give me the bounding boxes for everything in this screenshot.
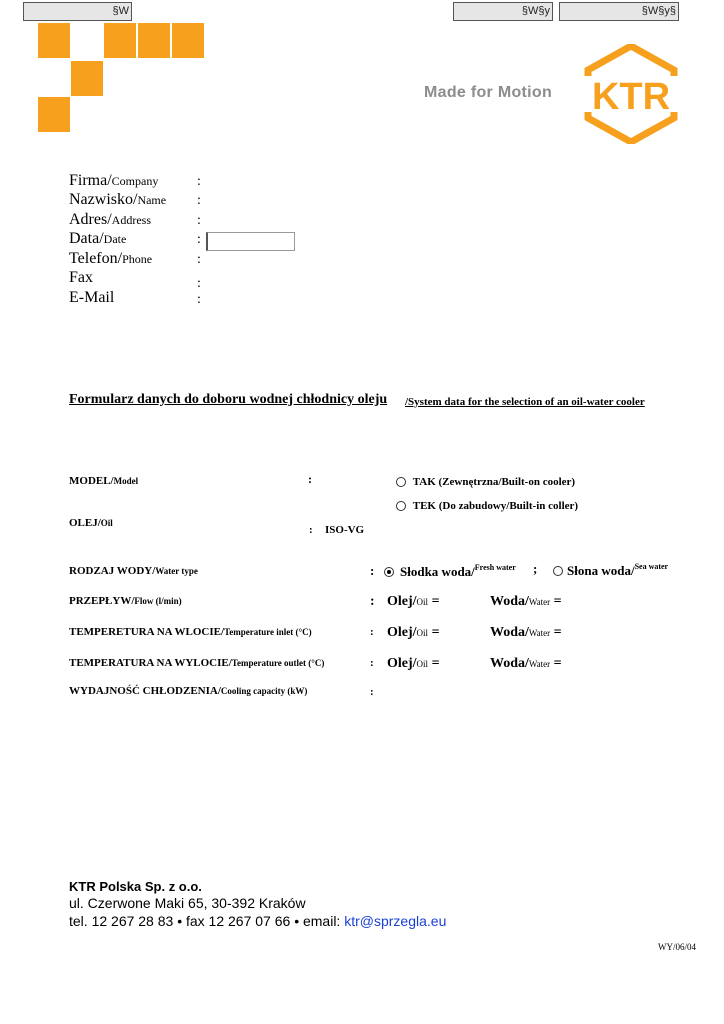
address-label: Adres/Address (69, 211, 151, 228)
company-label: Firma/Company (69, 172, 159, 189)
water-separator: ; (533, 561, 538, 576)
logo-tagline: Made for Motion (424, 84, 553, 101)
company-colon: : (197, 174, 201, 189)
email-label: E-Mail (69, 289, 115, 306)
form-title: Formularz danych do doboru wodnej chłodnicy oleju (69, 392, 388, 407)
temp-inlet-oil-field[interactable]: Olej/Oil = (387, 625, 440, 640)
date-colon: : (197, 232, 201, 247)
oil-colon: : (309, 524, 313, 536)
top-button-1[interactable]: §W (23, 2, 132, 21)
temp-outlet-water-field[interactable]: Woda/Water = (490, 656, 562, 671)
email-colon: : (197, 292, 201, 307)
water-option-sea[interactable]: Słona woda/$^{Sea water}$ (553, 562, 668, 580)
temp-outlet-label: TEMPERATURA NA WYLOCIE/Temperature outlet (°C) (69, 657, 325, 669)
radio-fresh-water[interactable] (384, 567, 394, 577)
flow-oil-field[interactable]: Olej/Oil = (387, 594, 440, 609)
temp-outlet-oil-field[interactable]: Olej/Oil = (387, 656, 440, 671)
phone-colon: : (197, 252, 201, 267)
temp-outlet-colon: : (370, 657, 374, 669)
temp-inlet-water-field[interactable]: Woda/Water = (490, 625, 562, 640)
model-label: MODEL/Model (69, 475, 139, 487)
flow-colon: : (370, 594, 375, 609)
fax-colon: : (197, 276, 201, 291)
name-colon: : (197, 193, 201, 208)
temp-inlet-colon: : (370, 626, 374, 638)
capacity-colon: : (370, 686, 374, 698)
flow-water-field[interactable]: Woda/Water = (490, 594, 562, 609)
document-code: WY/06/04 (658, 942, 696, 952)
model-option-tak[interactable]: TAK (Zewnętrzna/Built-on cooler) (396, 476, 575, 488)
footer-address: ul. Czerwone Maki 65, 30-392 Kraków (69, 895, 306, 911)
radio-tak[interactable] (396, 477, 406, 487)
model-colon: : (308, 472, 312, 486)
oil-label: OLEJ/Oil (69, 517, 113, 529)
date-label: Data/Date (69, 230, 127, 247)
water-type-colon: : (370, 563, 375, 578)
name-label: Nazwisko/Name (69, 191, 167, 208)
capacity-label: WYDAJNOŚĆ CHŁODZENIA/Cooling capacity (kW) (69, 685, 308, 697)
footer-email-link[interactable]: ktr@sprzegla.eu (344, 913, 447, 929)
ktr-logo (584, 44, 678, 144)
address-colon: : (197, 213, 201, 228)
temp-inlet-label: TEMPERETURA NA WLOCIE/Temperature inlet (°C) (69, 626, 312, 638)
oil-iso-vg: ISO-VG (325, 524, 365, 536)
date-input[interactable] (206, 232, 295, 251)
model-option-tek[interactable]: TEK (Do zabudowy/Built-in coller) (396, 500, 578, 512)
footer-contact: tel. 12 267 28 83 • fax 12 267 07 66 • email: ktr@sprzegla.eu (69, 913, 447, 929)
form-title-english: /System data for the selection of an oil-water cooler (405, 396, 645, 408)
footer-company: KTR Polska Sp. z o.o. (69, 879, 202, 894)
radio-tek[interactable] (396, 501, 406, 511)
phone-label: Telefon/Phone (69, 250, 153, 267)
top-button-3[interactable]: §W§y§ (559, 2, 679, 21)
radio-sea-water[interactable] (553, 566, 563, 576)
water-type-label: RODZAJ WODY/Water type (69, 565, 198, 577)
top-button-2[interactable]: §W§y (453, 2, 553, 21)
fax-label: Fax (69, 269, 93, 286)
water-option-fresh[interactable]: Słodka woda/$^{Fresh water}$ (384, 563, 516, 581)
ktr-logo-text: KTR (591, 76, 671, 118)
flow-label: PRZEPŁYW/Flow (l/min) (69, 595, 182, 607)
